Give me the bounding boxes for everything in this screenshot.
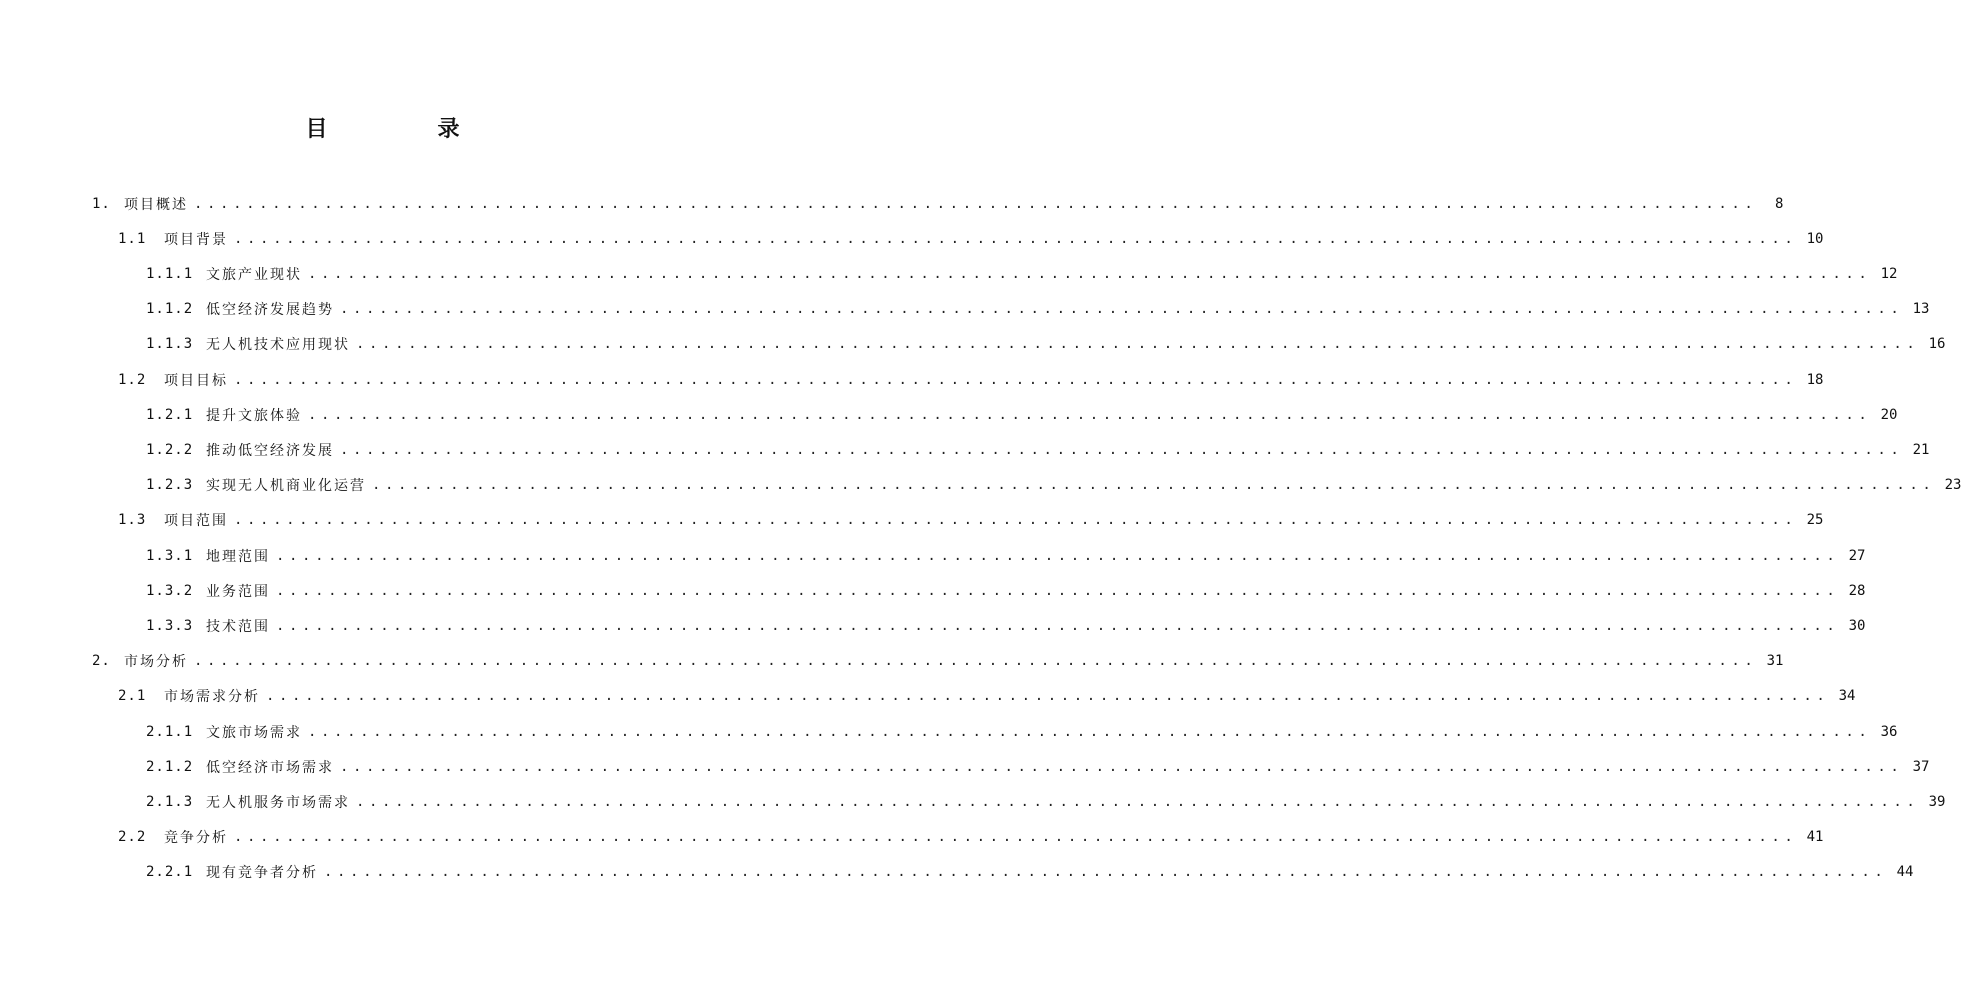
toc-entry-number: 1.3 bbox=[118, 512, 147, 529]
toc-entry-page: 16 bbox=[1928, 336, 1946, 353]
page-title: 目 录 bbox=[305, 117, 504, 142]
toc-entry-label: 无人机技术应用现状 bbox=[206, 337, 350, 354]
toc-entry[interactable] bbox=[146, 432, 1930, 467]
toc-entry-page: 20 bbox=[1880, 406, 1898, 423]
toc-entry-page: 39 bbox=[1928, 793, 1946, 810]
toc-leader-dots: ........................................................................................................................ bbox=[276, 582, 1840, 599]
toc-entry-number: 2.1.3 bbox=[146, 793, 194, 810]
toc-entry-page: 13 bbox=[1912, 301, 1930, 318]
toc-entry[interactable] bbox=[118, 221, 1824, 256]
toc-entry-page: 34 bbox=[1838, 688, 1856, 705]
toc-entry-page: 30 bbox=[1848, 617, 1866, 634]
toc-entry[interactable] bbox=[146, 468, 1961, 503]
toc-entry-number: 1.1.1 bbox=[146, 265, 194, 282]
toc-entry[interactable] bbox=[146, 292, 1930, 327]
toc-entry-label: 项目目标 bbox=[164, 372, 228, 389]
toc-entry-label: 推动低空经济发展 bbox=[206, 442, 334, 459]
toc-entry-label: 市场需求分析 bbox=[164, 689, 260, 706]
toc-leader-dots: ........................................................................................................................ bbox=[340, 758, 1904, 775]
toc-leader-dots: ........................................................................................................................ bbox=[266, 688, 1830, 705]
toc-entry-number: 1.3.1 bbox=[146, 547, 194, 564]
toc-entry-label: 提升文旅体验 bbox=[206, 407, 302, 424]
toc-entry-number: 1.2.1 bbox=[146, 406, 194, 423]
toc-entry-page: 12 bbox=[1880, 265, 1898, 282]
toc-entry[interactable] bbox=[118, 820, 1824, 855]
toc-entry[interactable] bbox=[92, 186, 1784, 221]
toc-entry[interactable] bbox=[146, 749, 1930, 784]
toc-entry-number: 1. bbox=[92, 195, 111, 212]
toc-entry[interactable] bbox=[92, 644, 1784, 679]
toc-entry-page: 10 bbox=[1806, 230, 1824, 247]
toc-leader-dots: ........................................................................................................................ bbox=[340, 441, 1904, 458]
toc-leader-dots: ........................................................................................................................ bbox=[194, 653, 1758, 670]
toc-entry[interactable] bbox=[146, 573, 1866, 608]
toc-entry-page: 31 bbox=[1766, 653, 1784, 670]
toc-leader-dots: ........................................................................................................................ bbox=[234, 230, 1798, 247]
toc-entry-label: 地理范围 bbox=[206, 548, 270, 565]
toc-entry[interactable] bbox=[146, 714, 1898, 749]
toc-leader-dots: ........................................................................................................................ bbox=[234, 829, 1798, 846]
toc-entry-number: 1.1 bbox=[118, 230, 147, 247]
toc-entry-number: 2. bbox=[92, 653, 111, 670]
toc-entry-number: 1.1.2 bbox=[146, 301, 194, 318]
toc-leader-dots: ........................................................................................................................ bbox=[276, 547, 1840, 564]
toc-entry-number: 1.3.3 bbox=[146, 617, 194, 634]
toc-entry-page: 36 bbox=[1880, 723, 1898, 740]
toc-leader-dots: ........................................................................................................................ bbox=[308, 265, 1872, 282]
toc-leader-dots: ........................................................................................................................ bbox=[234, 512, 1798, 529]
toc-entry-page: 28 bbox=[1848, 582, 1866, 599]
toc-entry-number: 1.1.3 bbox=[146, 336, 194, 353]
toc-entry-number: 1.2.2 bbox=[146, 441, 194, 458]
toc-entry-page: 25 bbox=[1806, 512, 1824, 529]
toc-entry-number: 1.2.3 bbox=[146, 477, 194, 494]
toc-leader-dots: ........................................................................................................................ bbox=[194, 195, 1758, 212]
toc-entry[interactable] bbox=[146, 538, 1866, 573]
toc-entry-number: 1.3.2 bbox=[146, 582, 194, 599]
toc-entry-page: 8 bbox=[1775, 195, 1784, 212]
toc-entry-label: 文旅产业现状 bbox=[206, 266, 302, 283]
toc-leader-dots: ........................................................................................................................ bbox=[308, 406, 1872, 423]
toc-entry[interactable] bbox=[146, 256, 1898, 291]
toc-entry[interactable] bbox=[118, 679, 1856, 714]
toc-entry-label: 低空经济市场需求 bbox=[206, 759, 334, 776]
toc-entry-label: 无人机服务市场需求 bbox=[206, 794, 350, 811]
toc-entry-page: 37 bbox=[1912, 758, 1930, 775]
toc-entry[interactable] bbox=[146, 855, 1914, 890]
toc-entry-label: 技术范围 bbox=[206, 618, 270, 635]
toc-entry-page: 23 bbox=[1944, 477, 1961, 494]
toc-entry-number: 2.1.1 bbox=[146, 723, 194, 740]
toc-entry-label: 文旅市场需求 bbox=[206, 724, 302, 741]
toc-leader-dots: ........................................................................................................................ bbox=[276, 617, 1840, 634]
toc-entry-number: 2.1 bbox=[118, 688, 147, 705]
toc-entry-number: 1.2 bbox=[118, 371, 147, 388]
toc-entry-label: 项目范围 bbox=[164, 513, 228, 530]
toc-entry-number: 2.1.2 bbox=[146, 758, 194, 775]
toc-entry[interactable] bbox=[146, 327, 1946, 362]
toc-leader-dots: ........................................................................................................................ bbox=[308, 723, 1872, 740]
toc-entry[interactable] bbox=[146, 397, 1898, 432]
toc-leader-dots: ........................................................................................................................ bbox=[356, 793, 1920, 810]
toc-entry-label: 低空经济发展趋势 bbox=[206, 302, 334, 319]
toc-entry[interactable] bbox=[146, 784, 1946, 819]
toc-entry-label: 项目概述 bbox=[124, 196, 188, 213]
toc-entry-label: 市场分析 bbox=[124, 654, 188, 671]
toc-entry-page: 44 bbox=[1896, 864, 1914, 881]
toc-entry-label: 实现无人机商业化运营 bbox=[206, 478, 366, 495]
toc-entry-label: 业务范围 bbox=[206, 583, 270, 600]
toc-entry-page: 18 bbox=[1806, 371, 1824, 388]
toc-entry-label: 项目背景 bbox=[164, 231, 228, 248]
toc-leader-dots: ........................................................................................................................ bbox=[324, 864, 1888, 881]
toc-leader-dots: ........................................................................................................................ bbox=[356, 336, 1920, 353]
toc-entry-label: 现有竞争者分析 bbox=[206, 865, 318, 882]
toc-leader-dots: ........................................................................................................................ bbox=[234, 371, 1798, 388]
toc-entry-page: 27 bbox=[1848, 547, 1866, 564]
toc-entry-page: 41 bbox=[1806, 829, 1824, 846]
toc-entry[interactable] bbox=[118, 362, 1824, 397]
toc-entry-label: 竞争分析 bbox=[164, 830, 228, 847]
toc-entry-page: 21 bbox=[1912, 441, 1930, 458]
toc-entry[interactable] bbox=[146, 608, 1866, 643]
toc-entry-number: 2.2.1 bbox=[146, 864, 194, 881]
toc-leader-dots: ........................................................................................................................ bbox=[372, 477, 1936, 494]
toc-entry[interactable] bbox=[118, 503, 1824, 538]
toc-leader-dots: ........................................................................................................................ bbox=[340, 301, 1904, 318]
toc-entry-number: 2.2 bbox=[118, 829, 147, 846]
